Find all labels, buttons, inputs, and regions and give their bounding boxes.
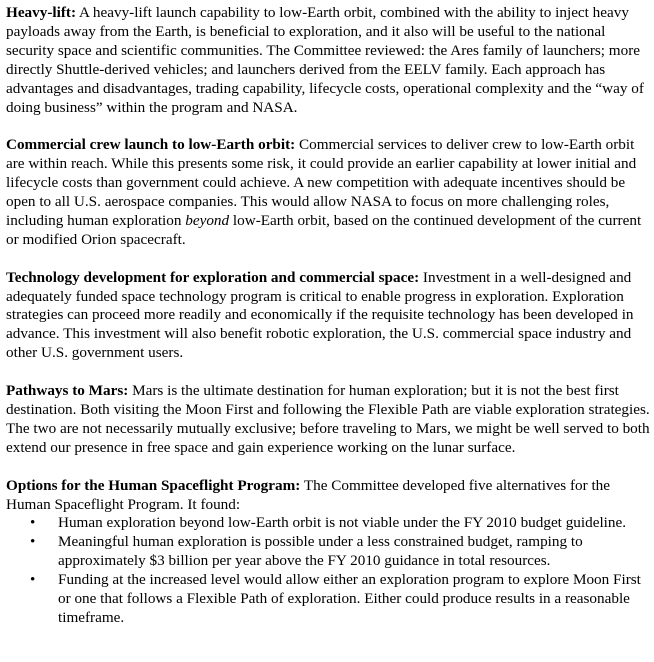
paragraph-options [6,477,652,515]
bullet-icon: • [30,514,36,532]
bullet-icon: • [30,533,36,551]
heading-heavy-lift: Heavy-lift: [6,4,77,21]
list-item [6,571,652,628]
bullet-text: Human exploration beyond low-Earth orbit is not viable under the FY 2010 budget guideline. [58,514,627,532]
bullet-icon: • [30,571,36,589]
bullet-text: Meaningful human exploration is possible under a less constrained budget, ramping to approximately $3 billion per year above the FY 2010 guidance in total resources. [58,533,583,570]
paragraph-heavy-lift [6,4,652,117]
body-commercial-crew-part2: low-Earth orbit, based on the continued development of the current or modified Orion spacecraft. [6,211,642,248]
body-pathways-mars: Mars is the ultimate destination for human exploration; but it is not the best first destination. Both visiting the Moon First and following the Flexible Path are viable exploration strategies. The two are not necessarily mutually exclusive; before traveling to Mars, we might be well served to both extend our presence in free space and gain experience working on the lunar surface. [6,382,650,456]
heading-commercial-crew: Commercial crew launch to low-Earth orbit: [6,136,296,154]
heading-pathways-mars: Pathways to Mars: [6,382,129,400]
heading-options: Options for the Human Spaceflight Program: [6,476,301,494]
list-item [6,514,652,533]
heading-technology: Technology development for exploration and commercial space: [6,268,420,286]
bullet-text: Funding at the increased level would allow either an exploration program to explore Moon First or one that follows a Flexible Path of exploration. Either could produce results in a reasonable timeframe. [58,571,641,626]
body-technology: Investment in a well-designed and adequately funded space technology program is critical to enable progress in exploration. Exploration strategies can proceed more readily and economically if the requisite technology has been developed in advance. This investment will also benefit robotic exploration, the U.S. commercial space industry and other U.S. government users. [6,268,634,362]
paragraph-commercial-crew [6,136,652,249]
emphasis-beyond: beyond [185,211,230,229]
list-item [6,533,652,571]
paragraph-pathways-mars [6,382,652,458]
options-bullet-list [6,514,652,627]
body-heavy-lift: A heavy-lift launch capability to low-Earth orbit, combined with the ability to inject heavy payloads away from the Earth, is beneficial to exploration, and it also will be useful to the national security space and scientific communities. The Committee reviewed: the Ares family of launchers; more directly Shuttle-derived vehicles; and launchers derived from the EELV family. Each approach has advantages and disadvantages, trading capability, lifecycle costs, operational complexity and the “way of doing business” within the program and NASA. [6,4,644,116]
body-options: The Committee developed five alternatives for the Human Spaceflight Program. It found: [6,476,611,513]
paragraph-technology [6,269,652,364]
body-commercial-crew-part1: Commercial services to deliver crew to low-Earth orbit are within reach. While this presents some risk, it could provide an earlier capability at lower initial and lifecycle costs than government could achieve. A new competition with adequate incentives should be open to all U.S. aerospace companies. This would allow NASA to focus on more challenging roles, including human exploration [6,136,637,229]
